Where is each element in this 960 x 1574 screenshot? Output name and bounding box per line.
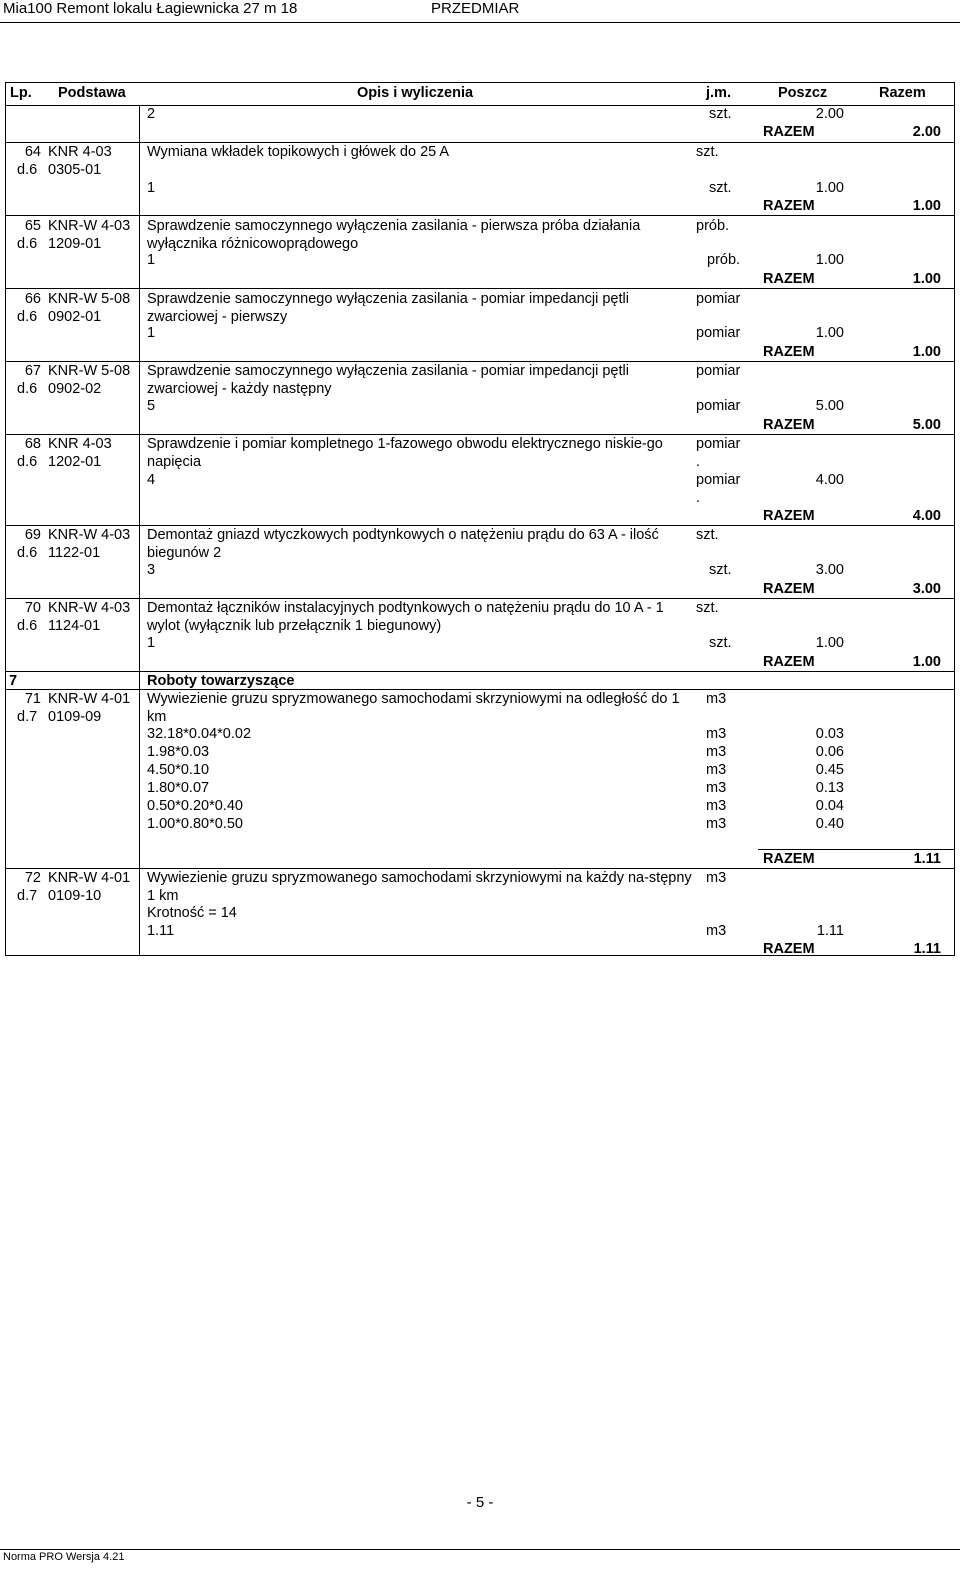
basis-code: 1209-01 (48, 236, 102, 252)
basis-code: 1202-01 (48, 454, 102, 470)
basis-catalog: KNR-W 5-08 (48, 363, 131, 379)
position-unit: m3 (706, 691, 727, 707)
razem-label: RAZEM (763, 417, 815, 433)
position-description: Wywiezienie gruzu spryzmowanego samochodami skrzyniowymi na każdy na-stępny 1 km (147, 870, 692, 904)
razem-value: 1.00 (912, 654, 941, 670)
calc-expression: 1.80*0.07 (147, 780, 210, 796)
position-number: 66 (24, 291, 41, 307)
position-description: Wywiezienie gruzu spryzmowanego samochodami skrzyniowymi na odległość do 1 km (147, 691, 680, 725)
position-number: 65 (24, 218, 41, 234)
position-unit: pomiar (696, 363, 741, 379)
razem-label: RAZEM (763, 124, 815, 140)
razem-value: 5.00 (912, 417, 941, 433)
razem-value: 1.11 (913, 851, 941, 867)
section-ref: d.6 (17, 618, 38, 634)
calc-unit: m3 (706, 744, 727, 760)
document-type: PRZEDMIAR (431, 0, 520, 17)
calc-expression: 5 (147, 398, 156, 414)
basis-code: 1124-01 (48, 618, 101, 634)
calc-unit: m3 (706, 780, 727, 796)
calc-expression: 4 (147, 472, 156, 488)
razem-label: RAZEM (763, 581, 815, 597)
position-unit: pomiar (696, 291, 741, 307)
calc-value: 0.13 (815, 780, 844, 796)
position-number: 72 (24, 870, 41, 886)
basis-code: 0305-01 (48, 162, 102, 178)
position-number: 70 (24, 600, 41, 616)
basis-code: 1122-01 (48, 545, 101, 561)
section-title: Roboty towarzyszące (147, 673, 295, 689)
position-unit: szt. (696, 527, 719, 543)
calc-unit: szt. (709, 635, 732, 651)
section-ref: d.7 (17, 709, 38, 725)
calc-value: 1.00 (815, 180, 844, 196)
calc-expression: 4.50*0.10 (147, 762, 210, 778)
calc-value: 5.00 (815, 398, 844, 414)
calc-unit: pomiar (696, 398, 741, 414)
razem-label: RAZEM (763, 271, 815, 287)
calc-unit: m3 (706, 798, 727, 814)
section-ref: d.6 (17, 236, 38, 252)
razem-label: RAZEM (763, 198, 815, 214)
section-ref: d.6 (17, 309, 38, 325)
basis-catalog: KNR-W 4-01 (48, 870, 131, 886)
razem-label: RAZEM (763, 344, 815, 360)
basis-catalog: KNR-W 4-03 (48, 527, 131, 543)
calc-value: 0.06 (815, 744, 844, 760)
razem-label: RAZEM (763, 508, 815, 524)
calc-unit: szt. (709, 562, 732, 578)
razem-value: 2.00 (912, 124, 941, 140)
position-number: 68 (24, 436, 41, 452)
calc-expression: 2 (147, 106, 156, 122)
position-number: 67 (24, 363, 41, 379)
position-description: Wymiana wkładek topikowych i główek do 25 A (147, 144, 450, 160)
position-unit: szt. (696, 600, 719, 616)
position-description: Sprawdzenie i pomiar kompletnego 1-fazowego obwodu elektrycznego niskie-go napięcia (147, 436, 663, 470)
section-number: 7 (9, 673, 18, 689)
calc-value: 1.00 (815, 325, 844, 341)
row-divider (6, 215, 954, 216)
razem-value: 1.11 (913, 941, 941, 957)
calc-unit: prób. (707, 252, 741, 268)
position-description: Sprawdzenie samoczynnego wyłączenia zasilania - pierwsza próba działania wyłącznika różnicowoprądowego (147, 218, 641, 252)
column-divider (139, 105, 140, 955)
row-divider (6, 288, 954, 289)
header-divider (0, 22, 960, 23)
calc-value: 4.00 (815, 472, 844, 488)
calc-expression: 1 (147, 180, 156, 196)
position-description: Sprawdzenie samoczynnego wyłączenia zasilania - pomiar impedancji pętli zwarciowej - pierwszy (147, 291, 629, 325)
razem-label: RAZEM (763, 941, 815, 957)
calc-value: 0.45 (815, 762, 844, 778)
position-number: 69 (24, 527, 41, 543)
calc-unit: szt. (709, 106, 732, 122)
position-number: 64 (24, 144, 41, 160)
calc-unit: pomiar (696, 325, 741, 341)
razem-label: RAZEM (763, 654, 815, 670)
calc-value: 1.11 (816, 923, 844, 939)
calc-expression: 1.11 (147, 923, 175, 939)
position-description: Demontaż łączników instalacyjnych podtynkowych o natężeniu prądu do 10 A - 1 wylot (wyłącznik lub przełącznik 1 biegunowy) (147, 600, 664, 634)
software-version: Norma PRO Wersja 4.21 (3, 1551, 125, 1563)
basis-catalog: KNR-W 5-08 (48, 291, 131, 307)
basis-catalog: KNR-W 4-03 (48, 218, 131, 234)
position-unit: m3 (706, 870, 727, 886)
razem-value: 1.00 (912, 344, 941, 360)
position-unit-dot: . (696, 454, 701, 470)
calc-unit: m3 (706, 816, 727, 832)
calc-unit: m3 (706, 762, 727, 778)
calc-unit: m3 (706, 726, 727, 742)
calc-expression: 1.00*0.80*0.50 (147, 816, 243, 832)
calc-value: 3.00 (815, 562, 844, 578)
razem-value: 4.00 (912, 508, 941, 524)
basis-code: 0902-01 (48, 309, 102, 325)
multiplier-note: Krotność = 14 (147, 905, 237, 921)
page-number: - 5 - (466, 1494, 494, 1511)
position-description: Demontaż gniazd wtyczkowych podtynkowych o natężeniu prądu do 63 A - ilość biegunów 2 (147, 527, 659, 561)
basis-catalog: KNR 4-03 (48, 144, 112, 160)
position-unit: prób. (696, 218, 730, 234)
table-header (5, 82, 955, 106)
calc-expression: 1 (147, 635, 156, 651)
col-jm: j.m. (706, 85, 731, 101)
section-ref: d.6 (17, 454, 38, 470)
calc-expression: 0.50*0.20*0.40 (147, 798, 243, 814)
basis-code: 0109-10 (48, 888, 102, 904)
position-unit: pomiar (696, 436, 741, 452)
calc-value: 1.00 (815, 635, 844, 651)
razem-value: 3.00 (912, 581, 941, 597)
position-number: 71 (24, 691, 41, 707)
calc-value: 0.03 (815, 726, 844, 742)
col-podstawa: Podstawa (58, 85, 126, 101)
section-ref: d.6 (17, 162, 38, 178)
basis-catalog: KNR-W 4-01 (48, 691, 131, 707)
section-ref: d.7 (17, 888, 38, 904)
calc-expression: 1.98*0.03 (147, 744, 210, 760)
calc-value: 0.04 (815, 798, 844, 814)
razem-value: 1.00 (912, 271, 941, 287)
razem-label: RAZEM (763, 851, 815, 867)
calc-expression: 1 (147, 252, 156, 268)
basis-code: 0109-09 (48, 709, 102, 725)
calc-expression: 3 (147, 562, 156, 578)
calc-value: 0.40 (815, 816, 844, 832)
col-razem: Razem (879, 85, 926, 101)
basis-catalog: KNR-W 4-03 (48, 600, 131, 616)
position-unit: szt. (696, 144, 719, 160)
col-opis: Opis i wyliczenia (357, 85, 474, 101)
basis-code: 0902-02 (48, 381, 102, 397)
col-poszcz: Poszcz (778, 85, 828, 101)
calc-expression: 32.18*0.04*0.02 (147, 726, 252, 742)
calc-value: 2.00 (815, 106, 844, 122)
calc-unit: pomiar (696, 472, 741, 488)
calc-unit-dot: . (696, 490, 701, 506)
calc-value: 1.00 (815, 252, 844, 268)
calc-unit: szt. (709, 180, 732, 196)
footer-divider (0, 1549, 960, 1550)
razem-value: 1.00 (912, 198, 941, 214)
position-description: Sprawdzenie samoczynnego wyłączenia zasilania - pomiar impedancji pętli zwarciowej - każdy następny (147, 363, 629, 397)
section-ref: d.6 (17, 545, 38, 561)
basis-catalog: KNR 4-03 (48, 436, 112, 452)
cost-table (5, 105, 955, 956)
calc-unit: m3 (706, 923, 727, 939)
col-lp: Lp. (10, 85, 32, 101)
calc-expression: 1 (147, 325, 156, 341)
document-title: Mia100 Remont lokalu Łagiewnicka 27 m 18 (3, 0, 298, 17)
section-ref: d.6 (17, 381, 38, 397)
